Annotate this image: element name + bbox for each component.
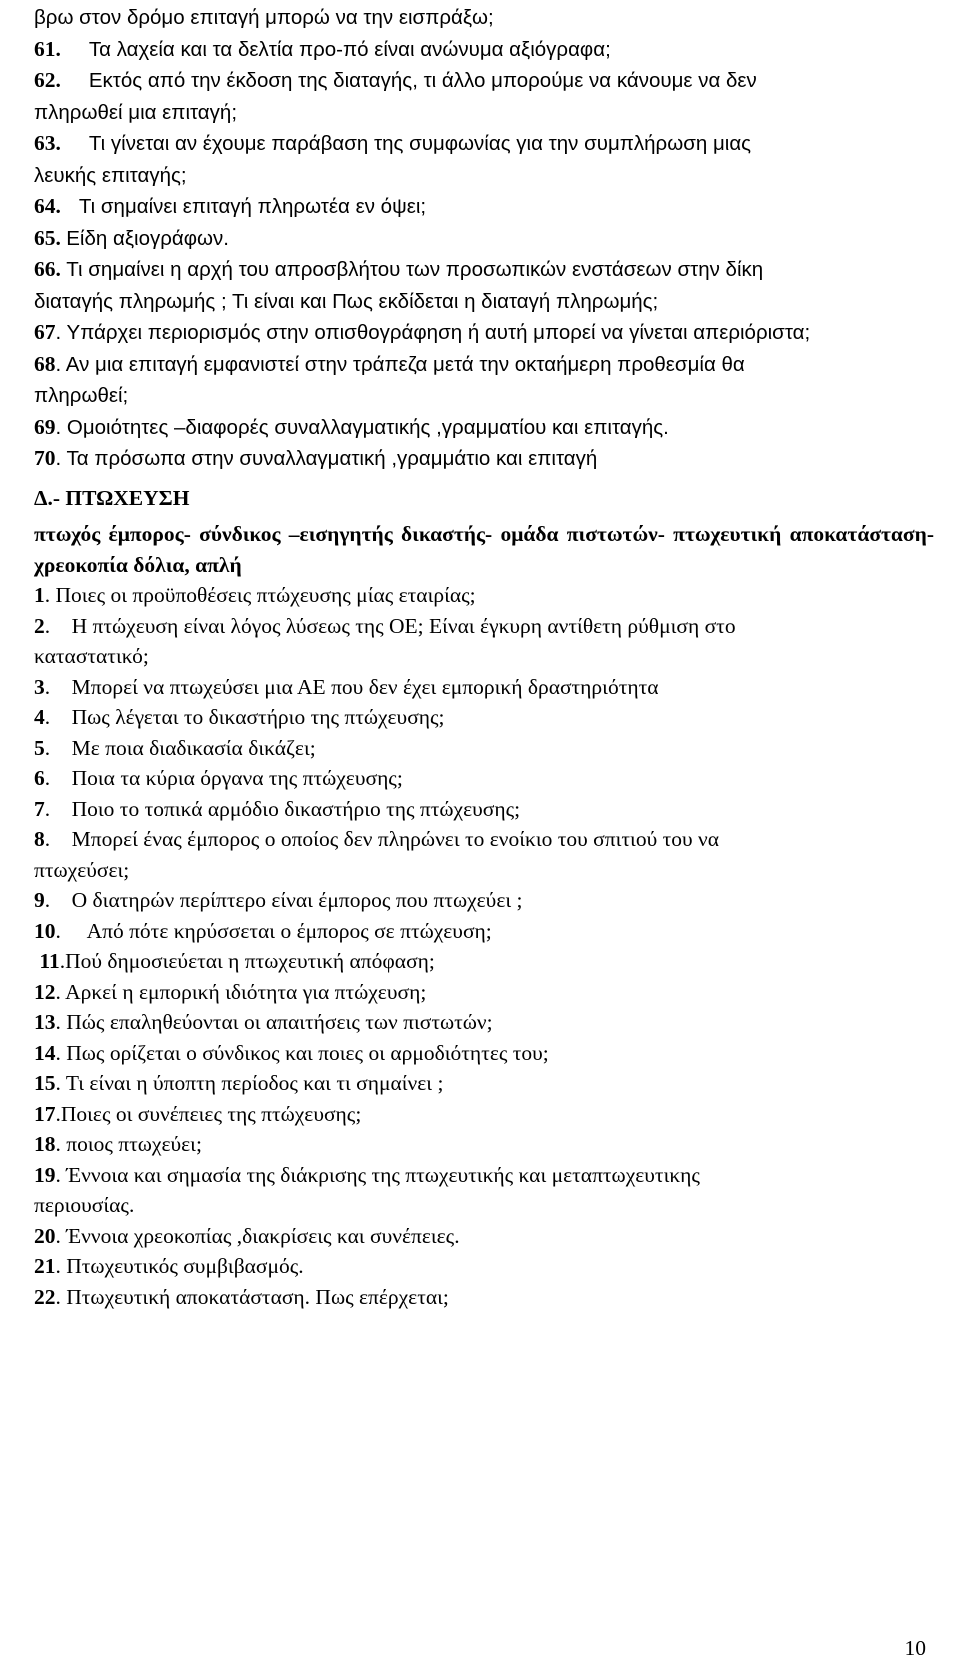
item-text: περιουσίας. — [34, 1193, 135, 1217]
item-number: 66. — [34, 257, 61, 281]
item-number: 63. — [34, 131, 61, 155]
item-text: Τα λαχεία και τα δελτία προ-πό είναι ανώνυμα αξιόγραφα; — [88, 37, 611, 61]
item-number: 11 — [34, 949, 60, 973]
list-item — [34, 1221, 934, 1252]
item-number: 64. — [34, 194, 61, 218]
item-number: 8 — [34, 827, 45, 851]
item-text: πληρωθεί; — [34, 384, 129, 407]
item-text: . Μπορεί ένας έμπορος ο οποίος δεν πληρώνει το ενοίκιο του σπιτιού του να — [44, 827, 719, 851]
questions-section-bankruptcy — [34, 483, 934, 1313]
item-text: . Μπορεί να πτωχεύσει μια ΑΕ που δεν έχει εμπορική δραστηριότητα — [44, 674, 659, 699]
item-text: . Η πτώχευση είναι λόγος λύσεως της ΟΕ; Είναι έγκυρη αντίθετη ρύθμιση στο — [44, 613, 736, 638]
list-item — [34, 412, 934, 444]
list-item — [34, 1038, 934, 1069]
list-item — [34, 223, 934, 255]
item-text: .Ποιες οι συνέπειες της πτώχευσης; — [55, 1101, 362, 1126]
section-keywords: πτωχός έμπορος- σύνδικος –εισηγητής δικαστής- ομάδα πιστωτών- πτωχευτική αποκατάσταση- χρεοκοπία δόλια, απλή — [34, 522, 934, 577]
item-text: . Ποιο το τοπικά αρμόδιο δικαστήριο της πτώχευσης; — [44, 796, 521, 821]
item-number: 4 — [34, 705, 45, 729]
item-number: 10 — [34, 918, 56, 943]
list-item — [34, 286, 934, 318]
list-item — [34, 672, 934, 703]
list-item — [34, 65, 934, 97]
item-text: Τι γίνεται αν έχουμε παράβαση της συμφωνίας για την συμπλήρωση μιας — [88, 132, 752, 155]
item-text: καταστατικό; — [34, 644, 149, 668]
item-number: 17 — [34, 1101, 56, 1126]
item-number: 68 — [34, 351, 56, 376]
list-item — [34, 1190, 934, 1221]
item-number: 70 — [34, 446, 56, 470]
item-number: 5 — [34, 735, 45, 760]
item-text: πτωχεύσει; — [34, 857, 130, 882]
item-number: 22 — [34, 1284, 56, 1309]
list-item — [34, 794, 934, 825]
document-page — [34, 0, 934, 1312]
item-number: 15 — [34, 1071, 56, 1095]
item-number: 21 — [34, 1254, 56, 1278]
item-text: . Υπάρχει περιορισμός στην οπισθογράφηση ή αυτή μπορεί να γίνεται απεριόριστα; — [55, 321, 811, 344]
item-number: 18 — [34, 1132, 56, 1156]
list-item — [34, 97, 934, 129]
item-text: . Τι είναι η ύποπτη περίοδος και τι σημαίνει ; — [55, 1071, 444, 1095]
list-item — [34, 824, 934, 855]
page-number: 10 — [904, 1636, 926, 1660]
section-heading: Δ.- ΠΤΩΧΕΥΣΗ — [34, 485, 190, 510]
item-text: . Από πότε κηρύσσεται ο έμπορος σε πτώχευση; — [55, 918, 492, 943]
list-item — [34, 977, 934, 1008]
list-item — [34, 702, 934, 733]
item-text: Είδη αξιογράφων. — [66, 226, 229, 250]
list-item — [34, 160, 934, 192]
list-item — [34, 916, 934, 947]
list-item — [34, 254, 934, 286]
item-number: 7 — [34, 796, 45, 821]
item-text: . ποιος πτωχεύει; — [55, 1132, 202, 1156]
item-text: Τι σημαίνει η αρχή του απροσβλήτου των προσωπικών ενστάσεων στην δίκη — [66, 258, 764, 281]
item-number: 65. — [34, 225, 61, 250]
list-item — [34, 946, 934, 977]
item-text: . Πτωχευτικός συμβιβασμός. — [55, 1254, 304, 1278]
list-item — [34, 1251, 934, 1282]
item-number: 12 — [34, 979, 56, 1004]
item-number: 13 — [34, 1010, 56, 1034]
list-item — [34, 1099, 934, 1130]
list-item — [34, 317, 934, 349]
item-number: 62. — [34, 68, 61, 92]
list-item — [34, 191, 934, 223]
list-item — [34, 763, 934, 794]
item-number: 6 — [34, 766, 45, 790]
list-item — [34, 580, 934, 611]
list-item — [34, 641, 934, 672]
list-item — [34, 349, 934, 381]
item-number: 20 — [34, 1223, 56, 1248]
list-item — [34, 611, 934, 642]
item-text: .Πού δημοσιεύεται η πτωχευτική απόφαση; — [59, 949, 435, 973]
item-text: Εκτός από την έκδοση της διαταγής, τι άλλο μπορούμε να κάνουμε να δεν — [88, 69, 757, 92]
item-number: 69 — [34, 414, 56, 439]
item-number: 2 — [34, 613, 45, 638]
item-text: . Έννοια και σημασία της διάκρισης της πτωχευτικής και μεταπτωχευτικης — [55, 1162, 700, 1187]
questions-section-bills — [34, 2, 934, 475]
item-text: . Έννοια χρεοκοπίας ,διακρίσεις και συνέπειες. — [55, 1223, 460, 1248]
item-number: 1 — [34, 583, 45, 607]
item-text: . Πτωχευτική αποκατάσταση. Πως επέρχεται; — [55, 1284, 449, 1309]
list-item — [34, 1007, 934, 1038]
item-number: 14 — [34, 1040, 56, 1065]
list-item — [34, 733, 934, 764]
list-item — [34, 855, 934, 886]
item-text: . Ομοιότητες –διαφορές συναλλαγματικής ,γραμματίου και επιταγής. — [55, 415, 669, 439]
list-item — [34, 885, 934, 916]
list-item — [34, 443, 934, 475]
list-item — [34, 1068, 934, 1099]
list-item — [34, 1129, 934, 1160]
item-text: Τι σημαίνει επιταγή πληρωτέα εν όψει; — [78, 195, 427, 218]
item-text: . Ποια τα κύρια όργανα της πτώχευσης; — [44, 766, 403, 790]
item-text: διαταγής πληρωμής ; Τι είναι και Πως εκδίδεται η διαταγή πληρωμής; — [34, 289, 659, 313]
item-text: πληρωθεί μια επιταγή; — [34, 100, 238, 124]
item-text: . Αρκεί η εμπορική ιδιότητα για πτώχευση; — [55, 979, 427, 1004]
list-item — [34, 128, 934, 160]
list-item — [34, 380, 934, 412]
item-text: . Ο διατηρών περίπτερο είναι έμπορος που πτωχεύει ; — [44, 888, 523, 912]
item-text: . Πώς επαληθεύονται οι απαιτήσεις των πιστωτών; — [55, 1010, 493, 1034]
item-number: 9 — [34, 888, 45, 912]
item-text: . Πως ορίζεται ο σύνδικος και ποιες οι αρμοδιότητες του; — [55, 1040, 549, 1065]
item-text: . Αν μια επιταγή εμφανιστεί στην τράπεζα μετά την οκταήμερη προθεσμία θα — [55, 352, 745, 376]
item-text: . Τα πρόσωπα στην συναλλαγματική ,γραμμάτιο και επιταγή — [55, 447, 598, 470]
item-number: 61. — [34, 36, 61, 61]
list-item — [34, 2, 934, 34]
list-item — [34, 34, 934, 66]
list-item — [34, 1160, 934, 1191]
item-text: . Ποιες οι προϋποθέσεις πτώχευσης μίας εταιρίας; — [44, 583, 476, 607]
item-text: . Πως λέγεται το δικαστήριο της πτώχευσης; — [44, 705, 445, 729]
item-text: βρω στον δρόμο επιταγή μπορώ να την εισπράξω; — [34, 6, 494, 29]
list-item — [34, 1282, 934, 1313]
item-number: 67 — [34, 320, 56, 344]
item-number: 3 — [34, 674, 45, 699]
item-text: λευκής επιταγής; — [34, 163, 187, 187]
item-text: . Με ποια διαδικασία δικάζει; — [44, 735, 316, 760]
item-number: 19 — [34, 1162, 56, 1187]
